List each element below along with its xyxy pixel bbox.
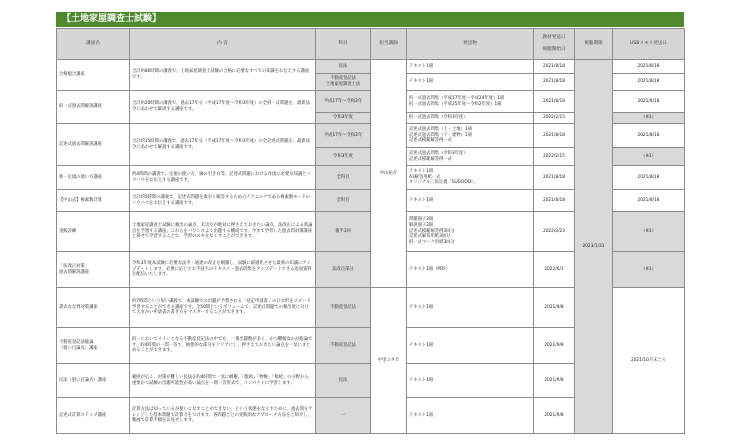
course-table — [56, 28, 685, 434]
subject-cell: 全科目 — [316, 166, 371, 190]
content-cell: 約7時間という短い講義で、本試験での出題が予想される「登記申請書」のひな形をスピード学習することができる講座です。全50問というボリュームで、記述式問題での頻出度に分けて大まかい申請書の書き方をマスターすることができます。 — [130, 288, 316, 328]
content-cell: 合計約15時間の講義で、過去17年分（平成17年度〜令和3年度）の全記述式問題を、最新法令にあわせて解説する講座です。 — [130, 124, 316, 166]
usb-cell: 2021/8/18 — [613, 74, 685, 91]
materials-cell: 問題冊子3冊 解説冊子3冊 記述式模範解答例3回分 記述式解答用紙3回分 択一式マーク用紙3回分 — [407, 212, 534, 252]
date-cell: 2021/9/8 — [534, 328, 575, 364]
subject-cell: 民法 — [316, 364, 371, 398]
course-cell: 民法（狙い目論点）講座 — [57, 364, 130, 398]
usb-cell: （※1） — [613, 212, 685, 252]
materials-cell: テキスト1冊 — [407, 288, 534, 328]
materials-cell: テキスト1冊 — [407, 328, 534, 364]
course-cell: 記述式計算ステップ講座 — [57, 398, 130, 434]
course-cell: 不動産登記法総論 （狙い目論点）講座 — [57, 328, 130, 364]
course-cell: 合格総合講座 — [57, 60, 130, 91]
date-cell: 2021/8/18 — [534, 166, 575, 190]
date-cell: 2021/8/18 — [534, 91, 575, 113]
page-title: 【土地家屋調査士試験】 — [56, 12, 684, 27]
subject-cell: 平成17年〜令和2年 — [316, 91, 371, 113]
course-cell: 記述式過去問解説講座 — [57, 124, 130, 166]
date-cell: 2021/9/8 — [534, 288, 575, 328]
header-subject: 科目 — [316, 29, 371, 60]
usb-cell: （※1） — [613, 252, 685, 288]
materials-cell: テキスト1冊 — [407, 398, 534, 434]
lecturer-cell: 中里ユタカ — [371, 288, 407, 434]
materials-cell: テキスト1冊 — [407, 60, 534, 74]
date-cell: 2021/8/18 — [534, 74, 575, 91]
usb-cell: 2021/8/18 — [613, 190, 685, 212]
materials-cell: 択一式過去問集（平成17年度〜平成24年度）1冊 択一式過去問集（平成25年度〜令和2年度）1冊 — [407, 91, 534, 113]
materials-cell: テキスト1冊 — [407, 364, 534, 398]
date-cell: 2022/6/1 — [534, 252, 575, 288]
usb-cell: （※1） — [613, 148, 685, 166]
header-usb: USBメモリ発送日 — [613, 29, 685, 60]
usb-cell: 2021/8/18 — [613, 60, 685, 74]
subject-cell: 不動産登記法 — [316, 328, 371, 364]
header-ship-date — [534, 29, 575, 60]
content-cell: 合計約5時間の講義で、記述式問題を素早く解答するためのテクニックである複素数モードのノウハウをお伝えする講座です。 — [130, 190, 316, 212]
date-cell: 2021/8/18 — [534, 124, 575, 148]
header-ship-date-1: 教材発送日 — [542, 34, 566, 40]
usb-cell: （※1） — [613, 113, 685, 124]
header-course: 講座名 — [57, 29, 130, 60]
content-cell: 範囲が広く、対策が難しい民法を約4時間で一気に網羅。「総則」「物権」「相続」の分野から、重要かつ試験の出題可能性が高い論点を一問一答形式で、コンパクトに学習します。 — [130, 364, 316, 398]
course-cell: 択一式過去問解説講座 — [57, 91, 130, 124]
period-cell: 2023/1/31 — [575, 60, 613, 434]
header-lecturer: 担当講師 — [371, 29, 407, 60]
materials-cell: 記述式過去問集（令和3年度） 記述式模範解答例一式 — [407, 148, 534, 166]
subject-cell: 不動産登記法 — [316, 288, 371, 328]
usb-cell: 2021/10月末ごろ — [613, 288, 685, 434]
course-cell: 新・定規の使い方講座 — [57, 166, 130, 190]
subject-cell: 不動産登記法 土地家屋調査士法 — [316, 74, 371, 91]
subject-cell: 法改正部分 — [316, 252, 371, 288]
materials-cell: テキスト1冊 — [407, 74, 534, 91]
materials-cell: テキスト1冊 — [407, 190, 534, 212]
subject-cell: 全科目 — [316, 190, 371, 212]
date-cell: 2021/9/8 — [534, 364, 575, 398]
date-cell: 2021/8/18 — [534, 60, 575, 74]
content-cell: 約4時間の講義で、定規の使い方、線の引き方等、記述式問題における作図に必要な知識とノウハウをお伝えする講座です。 — [130, 166, 316, 190]
date-cell: 2021/9/8 — [534, 398, 575, 434]
content-cell: 令和3年度本試験に必要な法令・通達の改正を網羅し、試験に最適化させた最新の知識にアップデートします。必要に応じてお手持ちのテキスト・過去問集をアップデートできる追加資料を配信いたします。 — [130, 252, 316, 288]
usb-cell: 2021/8/18 — [613, 124, 685, 148]
subject-cell: 平成17年〜令和2年 — [316, 124, 371, 148]
content-cell: 土地家屋調査士試験に頻出の論点、未出だが絶対に押さえておきたい論点、法改正による新論点を予想する講座。これらをバランスよく出題する構成です。今まで学習した過去問対策講座と併せて学習することで、学習のスキをなくすことができます。 — [130, 212, 316, 252]
usb-cell: 2021/8/18 — [613, 91, 685, 113]
table-row — [57, 60, 685, 74]
subject-cell: 後半3回 — [316, 212, 371, 252]
date-cell: 2021/8/18 — [534, 190, 575, 212]
lecturer-cell: 中山祐介 — [371, 60, 407, 288]
header-materials: 発送物 — [407, 29, 534, 60]
materials-cell: テキスト1冊 A3解答用紙一式 オリジナル三角定規「SUGOOO!」 — [407, 166, 534, 190]
materials-cell: 記述式過去問集（上・土地）1冊 記述式過去問集（下・建物）1冊 記述式模範解答例一式 — [407, 124, 534, 148]
content-cell: 択一においてメインとなる不動産登記法の中でも、一番出題数が多く、かつ難解なのが総論です。約4時間の一問一答で、抽象的な部分をクリアにし、押さえておきたい論点を一気にまとめることができます。 — [130, 328, 316, 364]
materials-cell: 択一式過去問集（令和3年度） — [407, 113, 534, 124]
header-period: 視聴期限 — [575, 29, 613, 60]
date-cell: 2022/2/15 — [534, 148, 575, 166]
content-cell: 計算方法は知っているが使いこなすことができない、という状態をなくすために、過去問をアレンジした基本問題で計算力をつけます。各問題ごとの実践的なアプローチ方法をご紹介し、動画で計算手順をお見せします。 — [130, 398, 316, 434]
header-content: 内 容 — [130, 29, 316, 60]
course-cell: 「法改正対策」 過去問解説講座 — [57, 252, 130, 288]
materials-cell: テキスト1冊（PDF） — [407, 252, 534, 288]
date-cell: 2022/2/15 — [534, 113, 575, 124]
subject-cell: 令和3年度 — [316, 148, 371, 166]
usb-cell: 2021/8/18 — [613, 166, 685, 190]
course-cell: 書式なな判対策講座 — [57, 288, 130, 328]
subject-cell: 民法 — [316, 60, 371, 74]
header-ship-date-2: 視聴開始日 — [542, 47, 566, 53]
date-cell: 2022/2/23 — [534, 212, 575, 252]
content-cell: 合計約80時間の講義で、土地家屋調査士試験の合格に必要なすべての知識をお伝えする講座です。 — [130, 60, 316, 91]
course-cell: 【中山式】複素数計算 — [57, 190, 130, 212]
subject-cell: 令和3年度 — [316, 113, 371, 124]
subject-cell: 一 — [316, 398, 371, 434]
course-cell: 実践答練 — [57, 212, 130, 252]
content-cell: 合計約20時間の講義で、過去17年分（平成17年度〜令和3年度）の全択一式問題を、最新法令にあわせて解説する講座です。 — [130, 91, 316, 124]
